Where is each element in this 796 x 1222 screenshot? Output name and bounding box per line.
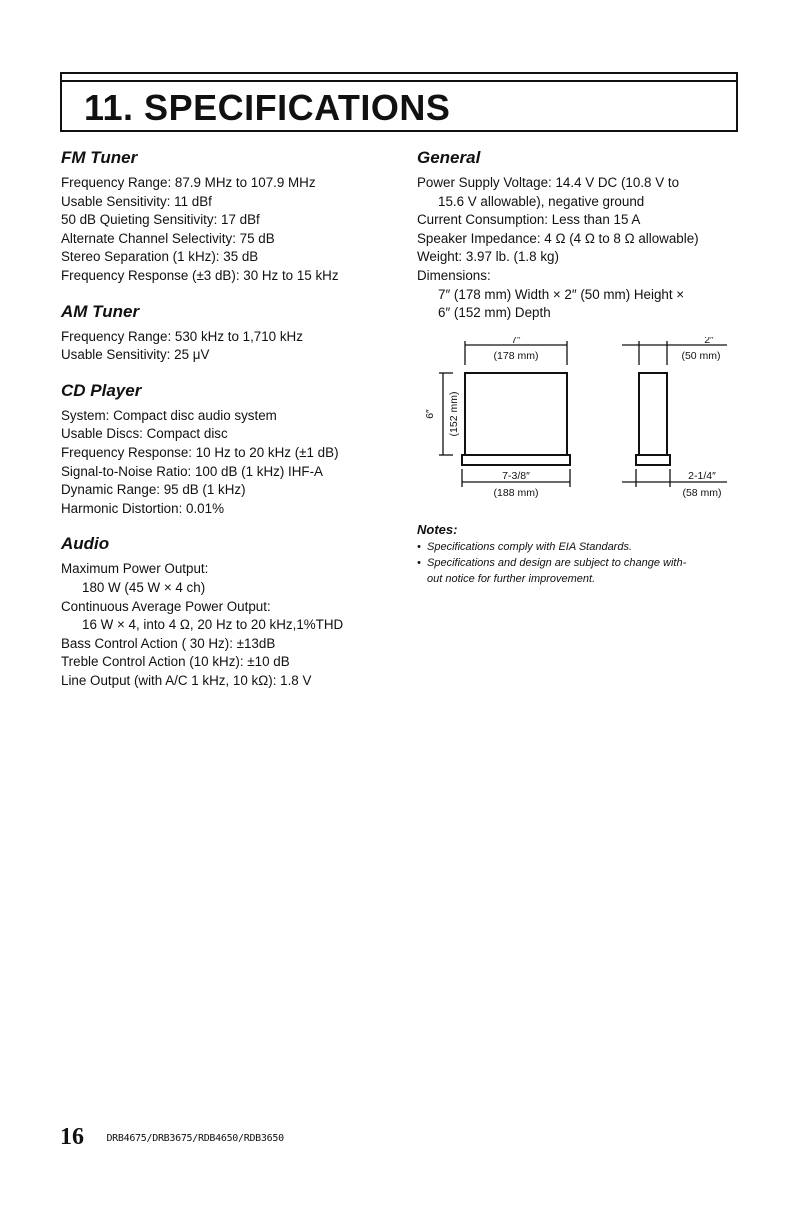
note-item bbox=[417, 555, 747, 571]
am-tuner-section bbox=[61, 300, 401, 365]
front-unit-bezel bbox=[462, 455, 570, 465]
fm-frequency-range: Frequency Range: 87.9 MHz to 107.9 MHz bbox=[61, 175, 316, 190]
general-dimensions-depth: 6″ (152 mm) Depth bbox=[438, 305, 551, 321]
note-item bbox=[417, 539, 747, 555]
fm-tuner-section bbox=[61, 146, 401, 286]
fm-quieting-sensitivity: 50 dB Quieting Sensitivity: 17 dBf bbox=[61, 212, 260, 228]
general-weight: Weight: 3.97 lb. (1.8 kg) bbox=[417, 249, 559, 265]
model-numbers: DRB4675/DRB3675/RDB4650/RDB3650 bbox=[106, 1133, 284, 1144]
right-column bbox=[417, 146, 747, 587]
side-top-mm-label: (50 mm) bbox=[681, 349, 721, 362]
am-tuner-heading: AM Tuner bbox=[61, 301, 140, 321]
general-power-supply: Power Supply Voltage: 14.4 V DC (10.8 V to bbox=[417, 175, 680, 190]
side-unit-body bbox=[639, 373, 667, 455]
fm-channel-selectivity: Alternate Channel Selectivity: 75 dB bbox=[61, 230, 275, 246]
side-unit-bezel bbox=[636, 455, 670, 465]
dimensions-diagram-svg bbox=[417, 337, 747, 517]
title-box bbox=[60, 80, 738, 132]
audio-continuous-power-label: Continuous Average Power Output: bbox=[61, 598, 271, 614]
note-item-continuation bbox=[417, 571, 747, 587]
general-dimensions-value: 7″ (178 mm) Width × 2″ (50 mm) Height × bbox=[438, 286, 685, 302]
audio-treble-control: Treble Control Action (10 kHz): ±10 dB bbox=[61, 654, 290, 670]
cd-usable-discs: Usable Discs: Compact disc bbox=[61, 426, 228, 442]
footer bbox=[60, 1124, 284, 1151]
cd-player-section bbox=[61, 379, 401, 519]
note-text: out notice for further improvement. bbox=[427, 572, 596, 585]
general-heading: General bbox=[417, 148, 481, 167]
left-column bbox=[61, 146, 401, 704]
audio-max-power-label: Maximum Power Output: bbox=[61, 561, 209, 577]
side-top-in-label: 2″ bbox=[704, 336, 714, 346]
fm-usable-sensitivity: Usable Sensitivity: 11 dBf bbox=[61, 193, 212, 209]
side-bottom-mm-label: (58 mm) bbox=[682, 486, 722, 499]
note-text: Specifications and design are subject to change with- bbox=[427, 556, 687, 569]
bullet-icon: • bbox=[417, 540, 421, 553]
front-bottom-mm-label: (188 mm) bbox=[493, 486, 539, 499]
page-title: 11. SPECIFICATIONS bbox=[84, 87, 451, 128]
cd-system: System: Compact disc audio system bbox=[61, 407, 277, 423]
general-dimensions-label: Dimensions: bbox=[417, 267, 491, 283]
cd-dynamic-range: Dynamic Range: 95 dB (1 kHz) bbox=[61, 482, 246, 498]
fm-stereo-separation: Stereo Separation (1 kHz): 35 dB bbox=[61, 249, 259, 265]
title-box-top-rule bbox=[60, 72, 738, 80]
front-width-mm-label: (178 mm) bbox=[493, 349, 539, 362]
front-height-mm-label: (152 mm) bbox=[448, 391, 460, 437]
dimensions-diagram bbox=[417, 337, 747, 517]
front-height-in-label: 6″ bbox=[424, 408, 436, 419]
audio-max-power-value: 180 W (45 W × 4 ch) bbox=[82, 579, 206, 595]
audio-continuous-power-value: 16 W × 4, into 4 Ω, 20 Hz to 20 kHz,1%THD bbox=[82, 617, 344, 633]
fm-tuner-heading: FM Tuner bbox=[61, 148, 138, 167]
audio-bass-control: Bass Control Action ( 30 Hz): ±13dB bbox=[61, 635, 276, 651]
cd-player-heading: CD Player bbox=[61, 380, 142, 400]
general-section bbox=[417, 146, 747, 323]
audio-section bbox=[61, 532, 401, 690]
general-power-supply-cont: 15.6 V allowable), negative ground bbox=[438, 193, 645, 209]
page-number: 16 bbox=[60, 1124, 84, 1150]
audio-heading: Audio bbox=[61, 534, 110, 554]
general-speaker-impedance: Speaker Impedance: 4 Ω (4 Ω to 8 Ω allowable) bbox=[417, 230, 699, 246]
cd-harmonic-distortion: Harmonic Distortion: 0.01% bbox=[61, 500, 224, 516]
am-usable-sensitivity: Usable Sensitivity: 25 μV bbox=[61, 347, 210, 363]
audio-line-output: Line Output (with A/C 1 kHz, 10 kΩ): 1.8 V bbox=[61, 672, 312, 688]
fm-frequency-response: Frequency Response (±3 dB): 30 Hz to 15 kHz bbox=[61, 267, 339, 283]
bullet-icon: • bbox=[417, 556, 421, 569]
am-frequency-range: Frequency Range: 530 kHz to 1,710 kHz bbox=[61, 328, 303, 344]
note-text: Specifications comply with EIA Standards. bbox=[427, 540, 633, 553]
side-bottom-in-label: 2-1/4″ bbox=[688, 469, 716, 482]
front-bottom-in-label: 7-3/8″ bbox=[502, 469, 530, 482]
general-current-consumption: Current Consumption: Less than 15 A bbox=[417, 212, 641, 228]
cd-frequency-response: Frequency Response: 10 Hz to 20 kHz (±1 dB) bbox=[61, 444, 339, 460]
front-unit-body bbox=[465, 373, 567, 455]
cd-signal-to-noise: Signal-to-Noise Ratio: 100 dB (1 kHz) IHF-A bbox=[61, 463, 323, 479]
notes-heading: Notes: bbox=[417, 521, 458, 537]
front-width-in-label: 7″ bbox=[511, 336, 521, 346]
